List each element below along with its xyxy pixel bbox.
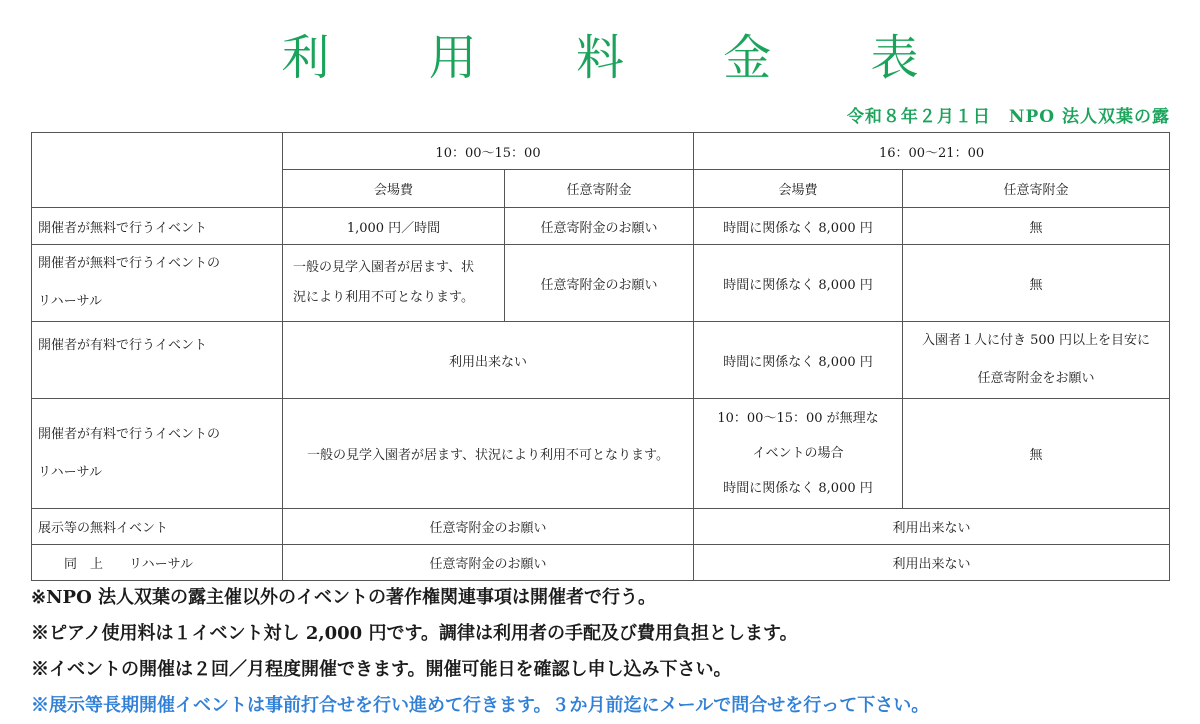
col-donation: 任意寄附金 bbox=[903, 170, 1170, 208]
page-title: 利 用 料 金 表 bbox=[281, 30, 961, 86]
cell-line: イベントの場合 bbox=[752, 446, 844, 461]
header-empty-cell bbox=[32, 133, 283, 208]
table-header-row bbox=[32, 133, 1170, 170]
table-cell: 時間に関係なく 8,000 円 bbox=[694, 322, 903, 399]
row-label: 同 上 リハーサル bbox=[32, 545, 283, 581]
table-row bbox=[32, 245, 1170, 322]
row-label: 開催者が無料で行うイベント bbox=[32, 208, 283, 245]
cell-line: 任意寄附金をお願い bbox=[977, 371, 1095, 386]
table-cell: 利用出来ない bbox=[283, 322, 694, 399]
time-slot-morning: 10：00〜15：00 bbox=[283, 133, 694, 170]
table-cell: 利用出来ない bbox=[694, 545, 1170, 581]
table-cell: 1,000 円／時間 bbox=[283, 208, 505, 245]
table-cell bbox=[694, 399, 903, 509]
col-venue-fee: 会場費 bbox=[694, 170, 903, 208]
note-piano-fee: ※ピアノ使用料は１イベント対し 2,000 円です。調律は利用者の手配及び費用負担とします。 bbox=[31, 623, 798, 644]
note-event-frequency: ※イベントの開催は２回／月程度開催できます。開催可能日を確認し申し込み下さい。 bbox=[31, 659, 732, 680]
table-cell: 任意寄附金のお願い bbox=[283, 509, 694, 545]
time-slot-evening: 16：00〜21：00 bbox=[694, 133, 1170, 170]
table-cell: 利用出来ない bbox=[694, 509, 1170, 545]
table-row bbox=[32, 545, 1170, 581]
table-cell: 任意寄附金のお願い bbox=[505, 245, 694, 322]
table-row bbox=[32, 509, 1170, 545]
table-cell: 無 bbox=[903, 245, 1170, 322]
cell-line: 一般の見学入園者が居ます、状 bbox=[293, 260, 474, 275]
cell-line: 況により利用不可となります。 bbox=[293, 290, 474, 305]
col-donation: 任意寄附金 bbox=[505, 170, 694, 208]
row-label: 開催者が有料で行うイベント bbox=[32, 322, 283, 399]
table-cell: 無 bbox=[903, 399, 1170, 509]
row-label: 展示等の無料イベント bbox=[32, 509, 283, 545]
table-cell: 時間に関係なく 8,000 円 bbox=[694, 245, 903, 322]
row-label-line: リハーサル bbox=[38, 464, 102, 480]
cell-line: 入園者１人に付き 500 円以上を目安に bbox=[921, 333, 1151, 348]
table-cell: 一般の見学入園者が居ます、状況により利用不可となります。 bbox=[283, 399, 694, 509]
cell-line: 時間に関係なく 8,000 円 bbox=[723, 481, 873, 496]
table-cell: 任意寄附金のお願い bbox=[505, 208, 694, 245]
row-label bbox=[32, 245, 283, 322]
row-label-line: 開催者が無料で行うイベントの bbox=[38, 256, 221, 271]
table-row bbox=[32, 322, 1170, 399]
row-label-line: 開催者が有料で行うイベントの bbox=[38, 426, 221, 442]
note-long-term-exhibition: ※展示等長期開催イベントは事前打合せを行い進めて行きます。３か月前迄にメールで問合せを行って下さい。 bbox=[31, 695, 930, 716]
note-copyright: ※NPO 法人双葉の露主催以外のイベントの著作権関連事項は開催者で行う。 bbox=[31, 587, 657, 608]
fee-table bbox=[31, 132, 1170, 581]
col-venue-fee: 会場費 bbox=[283, 170, 505, 208]
table-row bbox=[32, 399, 1170, 509]
date-and-organization: 令和８年２月１日 NPO 法人双葉の露 bbox=[846, 107, 1170, 127]
table-cell: 時間に関係なく 8,000 円 bbox=[694, 208, 903, 245]
row-label-line: リハーサル bbox=[38, 294, 102, 309]
table-row bbox=[32, 208, 1170, 245]
table-cell bbox=[903, 322, 1170, 399]
row-label bbox=[32, 399, 283, 509]
table-cell: 任意寄附金のお願い bbox=[283, 545, 694, 581]
cell-line: 10：00〜15：00 が無理な bbox=[717, 411, 879, 426]
table-cell bbox=[283, 245, 505, 322]
table-cell: 無 bbox=[903, 208, 1170, 245]
notes-section bbox=[31, 580, 1181, 724]
